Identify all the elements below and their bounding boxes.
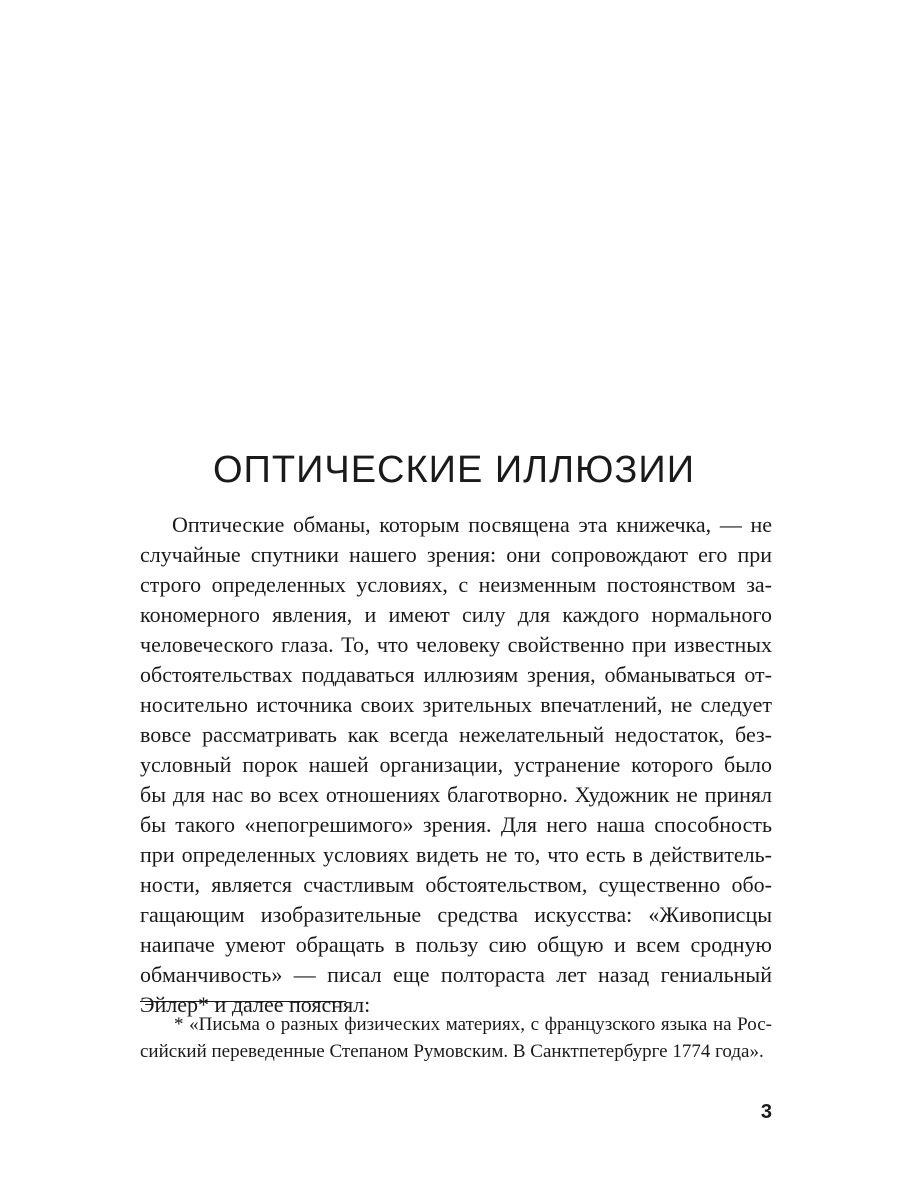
footnote-divider bbox=[140, 1001, 346, 1002]
text-line: обманчивость» — писал еще полтораста лет назад гениальный bbox=[140, 962, 772, 987]
page-number: 3 bbox=[760, 1101, 772, 1123]
text-line: Эйлер* и далее пояснял: bbox=[140, 992, 371, 1017]
text-line: кономерного явления, и имеют силу для каждого нормального bbox=[140, 602, 772, 627]
body-paragraph bbox=[140, 510, 772, 1020]
text-line: бы такого «непогрешимого» зрения. Для него наша способность bbox=[140, 812, 772, 837]
text-line: условный порок нашей организации, устранение которого было bbox=[140, 752, 772, 777]
footnote-line: сийский переведенные Степаном Румовским. В Санктпетербурге 1774 года». bbox=[140, 1041, 764, 1062]
text-line: вовсе рассматривать как всегда нежелательный недостаток, без- bbox=[140, 722, 772, 747]
text-line: Оптические обманы, которым посвящена эта книжечка, — не bbox=[172, 512, 772, 537]
text-line: ности, является счастливым обстоятельством, существенно обо- bbox=[140, 872, 772, 897]
text-line: бы для нас во всех отношениях благотворно. Художник не принял bbox=[140, 782, 772, 807]
text-line: носительно источника своих зрительных впечатлений, не следует bbox=[140, 692, 772, 717]
chapter-title: ОПТИЧЕСКИЕ ИЛЛЮЗИИ bbox=[212, 449, 695, 491]
text-line: гащающим изобразительные средства искусства: «Живописцы bbox=[140, 902, 772, 927]
text-line: обстоятельствах поддаваться иллюзиям зрения, обманываться от- bbox=[140, 662, 772, 687]
text-line: строго определенных условиях, с неизменным постоянством за- bbox=[140, 572, 772, 597]
footnote-line: * «Письма о разных физических материях, с французского языка на Рос- bbox=[174, 1014, 772, 1035]
text-line: при определенных условиях видеть не то, что есть в действитель- bbox=[140, 842, 772, 867]
text-line: человеческого глаза. То, что человеку свойственно при известных bbox=[140, 632, 772, 657]
footnote bbox=[140, 1011, 772, 1065]
text-line: случайные спутники нашего зрения: они сопровождают его при bbox=[140, 542, 772, 567]
text-line: наипаче умеют обращать в пользу сию общую и всем сродную bbox=[140, 932, 772, 957]
